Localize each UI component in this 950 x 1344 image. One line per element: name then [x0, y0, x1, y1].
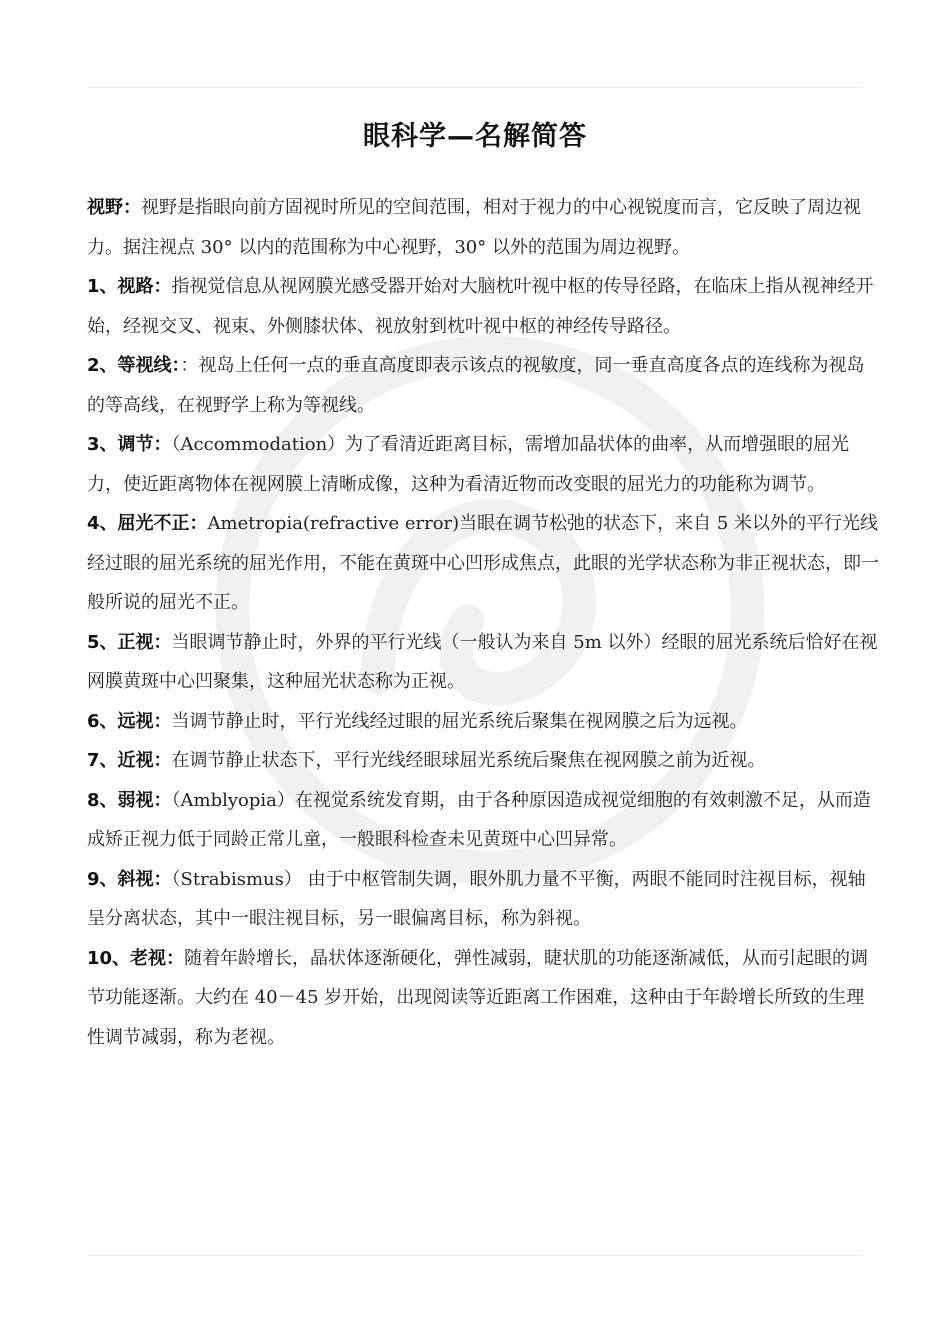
entry-ametropia: [87, 504, 879, 623]
entry-isopter: [87, 346, 879, 425]
entry-term: 10、老视: [87, 947, 167, 969]
footer-divider: [88, 1255, 862, 1256]
entry-separator: ：: [171, 355, 181, 376]
entry-accommodation: [87, 425, 879, 504]
entry-definition: 当调节静止时，平行光线经过眼的屈光系统后聚集在视网膜之后为远视。: [171, 710, 748, 732]
entry-term: 3、调节: [87, 434, 154, 455]
entry-separator: ：: [153, 631, 172, 653]
entry-separator: ：: [153, 750, 172, 771]
entry-hyperopia: [87, 702, 879, 742]
entry-myopia: [87, 741, 879, 781]
entry-visual-field: [87, 188, 879, 267]
entry-amblyopia: [87, 781, 879, 860]
entry-list: [87, 188, 879, 1057]
entry-term: 8、弱视: [87, 789, 154, 811]
entry-term: 2、等视线: [87, 355, 172, 376]
entry-term: 视野: [87, 197, 123, 218]
entry-strabismus: [87, 860, 879, 939]
entry-term: 6、远视: [87, 710, 154, 732]
entry-separator: ：: [189, 513, 208, 534]
header-divider: [88, 87, 862, 88]
entry-definition: （Amblyopia）在视觉系统发育期，由于各种原因造成视觉细胞的有效刺激不足，从而造成矫正视力低于同龄正常儿童，一般眼科检查未见黄斑中心凹异常。: [87, 789, 871, 850]
entry-separator: ：: [153, 868, 172, 890]
entry-term: 7、近视: [87, 750, 154, 771]
entry-visual-pathway: [87, 267, 879, 346]
entry-definition: （Strabismus） 由于中枢管制失调，眼外肌力量不平衡，两眼不能同时注视目标，视轴呈分离状态，其中一眼注视目标，另一眼偏离目标，称为斜视。: [87, 868, 866, 929]
entry-separator: ：: [153, 276, 172, 297]
entry-definition: ：视岛上任何一点的垂直高度即表示该点的视敏度，同一垂直高度各点的连线称为视岛的等高线，在视野学上称为等视线。: [87, 355, 865, 416]
entry-definition: （Accommodation）为了看清近距离目标，需增加晶状体的曲率，从而增强眼的屈光力，使近距离物体在视网膜上清晰成像，这种为看清近物而改变眼的屈光力的功能称为调节。: [87, 434, 850, 495]
entry-separator: ：: [153, 789, 172, 811]
entry-term: 4、屈光不正: [87, 513, 190, 534]
entry-term: 5、正视: [87, 631, 154, 653]
entry-separator: ：: [153, 710, 172, 732]
entry-definition: 指视觉信息从视网膜光感受器开始对大脑枕叶视中枢的传导径路，在临床上指从视神经开始，经视交叉、视束、外侧膝状体、视放射到枕叶视中枢的神经传导路径。: [87, 276, 874, 337]
entry-definition: 当眼调节静止时，外界的平行光线（一般认为来自 5m 以外）经眼的屈光系统后恰好在视网膜黄斑中心凹聚集，这种屈光状态称为正视。: [87, 631, 878, 692]
entry-term: 9、斜视: [87, 868, 154, 890]
page-title: 眼科学—名解简答: [363, 121, 587, 152]
entry-separator: ：: [153, 434, 172, 455]
entry-emmetropia: [87, 623, 879, 702]
entry-definition: 视野是指眼向前方固视时所见的空间范围，相对于视力的中心视锐度而言，它反映了周边视力。据注视点 30° 以内的范围称为中心视野，30° 以外的范围为周边视野。: [87, 197, 861, 258]
entry-separator: ：: [123, 197, 141, 218]
entry-term: 1、视路: [87, 276, 154, 297]
entry-separator: ：: [166, 947, 185, 969]
entry-definition: Ametropia(refractive error)当眼在调节松弛的状态下，来自 5 米以外的平行光线经过眼的屈光系统的屈光作用，不能在黄斑中心凹形成焦点，此眼的光学状态称为非正视状态，即一般所说的屈光不正。: [87, 513, 879, 613]
entry-presbyopia: [87, 939, 879, 1058]
entry-definition: 随着年龄增长，晶状体逐渐硬化，弹性减弱，睫状肌的功能逐渐减低，从而引起眼的调节功能逐渐。大约在 40－45 岁开始，出现阅读等近距离工作困难，这种由于年龄增长所致的生理性调节减弱，称为老视。: [87, 947, 869, 1048]
entry-definition: 在调节静止状态下，平行光线经眼球屈光系统后聚焦在视网膜之前为近视。: [171, 750, 766, 771]
